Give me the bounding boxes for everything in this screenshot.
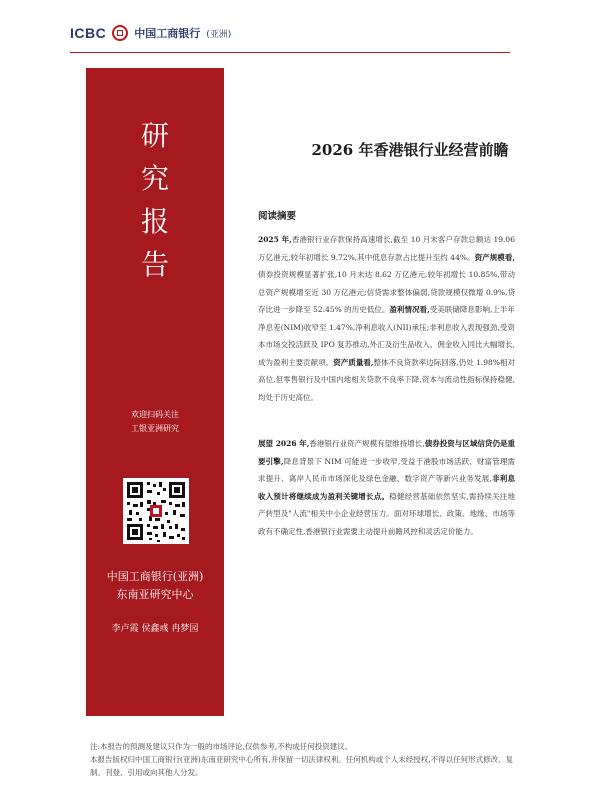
page-header bbox=[0, 0, 600, 50]
text-run: 降息背景下 NIM 可能进一步收窄,受益于港股市场活跃、财富管理需求提升、离岸人民币市场深化及绿色金融、数字资产等新兴业务发展, bbox=[258, 456, 515, 483]
text-run: 债券投资规模显著扩张,10 月末达 8.62 万亿港元,较年初增长 10.85%,带动总资产规模增至近 30 万亿港元;信贷需求整体偏弱,贷款规模仅微增 0.9%,贷存比进一步降至 52.45% 的历史低位。 bbox=[258, 270, 515, 314]
title-char: 报 bbox=[140, 205, 169, 238]
title-char: 告 bbox=[140, 248, 169, 281]
header-divider bbox=[70, 52, 510, 53]
page-title: 2026 年香港银行业经营前瞻 bbox=[311, 141, 509, 159]
cover-sidebar bbox=[86, 68, 224, 716]
text-run: 受美联储降息影响,上半年净息差(NIM)收窄至 1.47%,净利息收入(NII)承压;非利息收入表现强劲,受资本市场交投活跃及 IPO 复苏推动,外汇及衍生品收入、佣金收入同比大幅增长,成为盈利主要贡献项。 bbox=[258, 305, 515, 367]
org-line: 中国工商银行(亚洲) bbox=[106, 570, 204, 583]
text-run: 整体不良贷款率边际回落,仍处 1.98%相对高位,但零售银行及中国内地相关贷款不良率下降,资本与流动性指标保持稳健,均处于历史高位。 bbox=[258, 357, 516, 402]
bold-phrase: 2025 年, bbox=[258, 235, 292, 244]
authors: 李卢霞 侯鑫彧 冉梦园 bbox=[111, 624, 199, 634]
bold-phrase: 债券投资与区域信贷仍是重要引擎, bbox=[258, 439, 515, 466]
bold-phrase: 资产质量看, bbox=[333, 357, 374, 367]
icbc-seal-icon bbox=[112, 25, 128, 41]
logo-region: (亚洲) bbox=[206, 29, 232, 40]
title-char: 究 bbox=[140, 162, 169, 195]
scan-caption-line: 欢迎扫码关注 bbox=[131, 410, 179, 419]
summary-heading: 阅读摘要 bbox=[258, 211, 297, 222]
scan-caption-line: 工银亚洲研究 bbox=[131, 424, 179, 433]
report-type-title bbox=[86, 114, 224, 286]
title-char: 研 bbox=[140, 119, 169, 152]
logo-chinese-name: 中国工商银行 bbox=[134, 27, 201, 40]
bold-phrase: 盈利情况看, bbox=[389, 305, 430, 314]
text-run: 稳健经营基础依然坚实,需持续关注地产转型及"人流"相关中小企业经营压力。面对环球增长、政策、地缘、市场等政有不确定性,香港银行业需要主动提升前瞻风控和灵活定价能力。 bbox=[258, 491, 516, 536]
disclaimer-line: 注:本报告的预测及建议只作为一般的市场评论,仅供参考,不构成任何投资建议。 bbox=[90, 742, 353, 751]
org-name bbox=[86, 568, 224, 604]
bold-phrase: 非利息收入预计将继续成为盈利关键增长点。 bbox=[258, 474, 516, 501]
scan-caption bbox=[86, 408, 224, 436]
logo-wordmark: ICBC bbox=[70, 25, 107, 41]
icbc-logo bbox=[70, 25, 231, 41]
disclaimer-line: 本报告版权归中国工商银行(亚洲)东南亚研究中心所有,并保留一切法律权利。任何机构或个人未经授权,不得以任何形式修改、复制、刊登、引用或向其他人分发。 bbox=[90, 755, 514, 777]
bold-phrase: 展望 2026 年, bbox=[258, 439, 310, 448]
disclaimer bbox=[90, 740, 520, 779]
qr-code-icon[interactable] bbox=[123, 478, 189, 544]
summary-paragraph-2 bbox=[258, 435, 515, 540]
text-run: 香港银行业存款保持高速增长,截至 10 月末客户存款总额达 19.06 万亿港元,较年初增长 9.72%,其中低息存款占比提升至约 44%。 bbox=[258, 235, 515, 262]
org-line: 东南亚研究中心 bbox=[116, 588, 194, 601]
text-run: 香港银行业资产规模有望维持增长, bbox=[309, 439, 425, 448]
summary-paragraph-1 bbox=[258, 231, 515, 406]
bold-phrase: 资产规模看, bbox=[474, 252, 515, 262]
